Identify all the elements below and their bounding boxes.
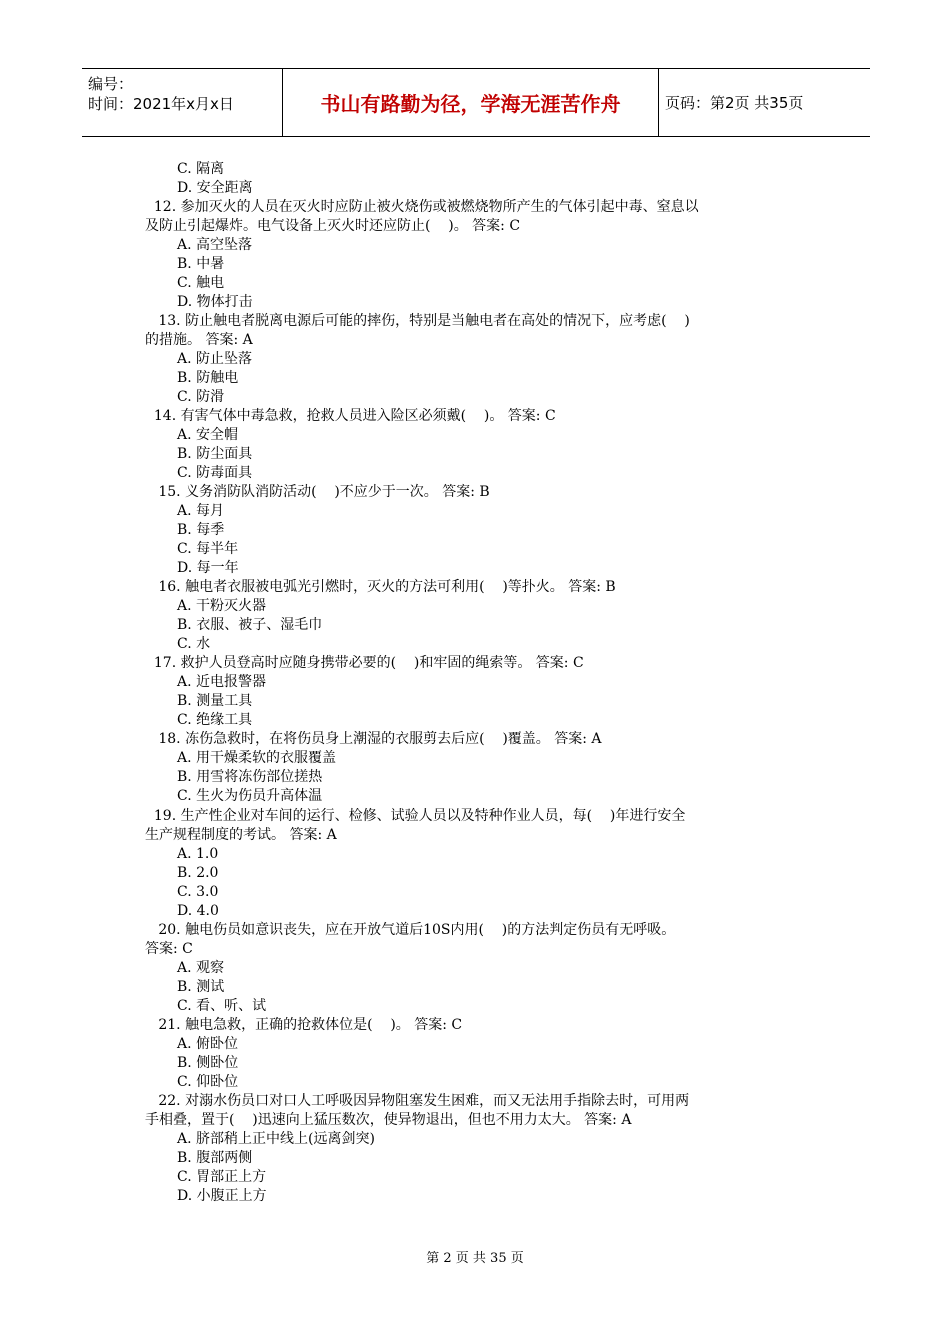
option-line: C. 隔离 [177, 161, 225, 177]
option-line: C. 看、听、试 [177, 998, 267, 1014]
option-line: D. 4.0 [177, 903, 219, 919]
option-line: A. 每月 [177, 503, 225, 519]
question-line: 17. 救护人员登高时应随身携带必要的( )和牢固的绳索等。 答案: C [145, 655, 584, 671]
option-line: C. 水 [177, 636, 211, 652]
option-line: B. 每季 [177, 522, 225, 538]
option-line: A. 用干燥柔软的衣服覆盖 [177, 750, 337, 766]
option-line: B. 防触电 [177, 370, 239, 386]
document-date-label: 时间：2021年x月x日 [88, 95, 234, 113]
option-line: D. 小腹正上方 [177, 1188, 267, 1204]
question-line: 14. 有害气体中毒急救，抢救人员进入险区必须戴( )。 答案: C [145, 408, 556, 424]
option-line: B. 中暑 [177, 256, 225, 272]
question-line: 12. 参加灭火的人员在灭火时应防止被火烧伤或被燃烧物所产生的气体引起中毒、窒息以 [145, 199, 699, 215]
option-line: D. 安全距离 [177, 180, 253, 196]
option-line: D. 每一年 [177, 560, 239, 576]
option-line: B. 腹部两侧 [177, 1150, 253, 1166]
option-line: B. 测试 [177, 979, 225, 995]
option-line: A. 干粉灭火器 [177, 598, 267, 614]
question-line: 13. 防止触电者脱离电源后可能的摔伤，特别是当触电者在高处的情况下，应考虑( ) [145, 313, 690, 329]
header-motto: 书山有路勤为径，学海无涯苦作舟 [283, 69, 659, 136]
option-line: B. 衣服、被子、湿毛巾 [177, 617, 323, 633]
question-line: 手相叠，置于( )迅速向上猛压数次，使异物退出，但也不用力太大。 答案: A [145, 1112, 632, 1128]
option-line: A. 高空坠落 [177, 237, 253, 253]
option-line: C. 防滑 [177, 389, 225, 405]
question-line: 16. 触电者衣服被电弧光引燃时，灭火的方法可利用( )等扑火。 答案: B [145, 579, 616, 595]
option-line: A. 脐部稍上正中线上(远离剑突) [177, 1131, 375, 1147]
option-line: A. 安全帽 [177, 427, 239, 443]
option-line: B. 测量工具 [177, 693, 253, 709]
option-line: B. 用雪将冻伤部位搓热 [177, 769, 323, 785]
option-line: A. 观察 [177, 960, 225, 976]
question-line: 生产规程制度的考试。 答案: A [145, 827, 337, 843]
option-line: B. 侧卧位 [177, 1055, 239, 1071]
option-line: C. 仰卧位 [177, 1074, 239, 1090]
option-line: A. 1.0 [177, 846, 219, 862]
question-line: 21. 触电急救，正确的抢救体位是( )。 答案: C [145, 1017, 463, 1033]
question-line: 及防止引起爆炸。电气设备上灭火时还应防止( )。 答案: C [145, 218, 521, 234]
option-line: B. 2.0 [177, 865, 219, 881]
option-line: C. 触电 [177, 275, 225, 291]
option-line: C. 3.0 [177, 884, 219, 900]
page-footer: 第 2 页 共 35 页 [426, 1251, 524, 1266]
option-line: D. 物体打击 [177, 294, 253, 310]
question-line: 的措施。 答案: A [145, 332, 253, 348]
option-line: C. 生火为伤员升高体温 [177, 788, 323, 804]
header-page-info: 页码：第2页 共35页 [665, 94, 804, 112]
option-line: C. 胃部正上方 [177, 1169, 267, 1185]
option-line: A. 防止坠落 [177, 351, 253, 367]
question-line: 20. 触电伤员如意识丧失，应在开放气道后10S内用( )的方法判定伤员有无呼吸。 [145, 922, 676, 938]
question-line: 18. 冻伤急救时，在将伤员身上潮湿的衣服剪去后应( )覆盖。 答案: A [145, 731, 602, 747]
document-number-label: 编号： [88, 75, 134, 93]
question-line: 15. 义务消防队消防活动( )不应少于一次。 答案: B [145, 484, 490, 500]
option-line: C. 绝缘工具 [177, 712, 253, 728]
question-line: 19. 生产性企业对车间的运行、检修、试验人员以及特种作业人员，每( )年进行安全 [145, 808, 686, 824]
option-line: C. 防毒面具 [177, 465, 253, 481]
question-line: 22. 对溺水伤员口对口人工呼吸因异物阻塞发生困难，而又无法用手指除去时，可用两 [145, 1093, 690, 1109]
option-line: A. 俯卧位 [177, 1036, 239, 1052]
option-line: A. 近电报警器 [177, 674, 267, 690]
option-line: C. 每半年 [177, 541, 239, 557]
question-line: 答案: C [145, 941, 193, 957]
option-line: B. 防尘面具 [177, 446, 253, 462]
